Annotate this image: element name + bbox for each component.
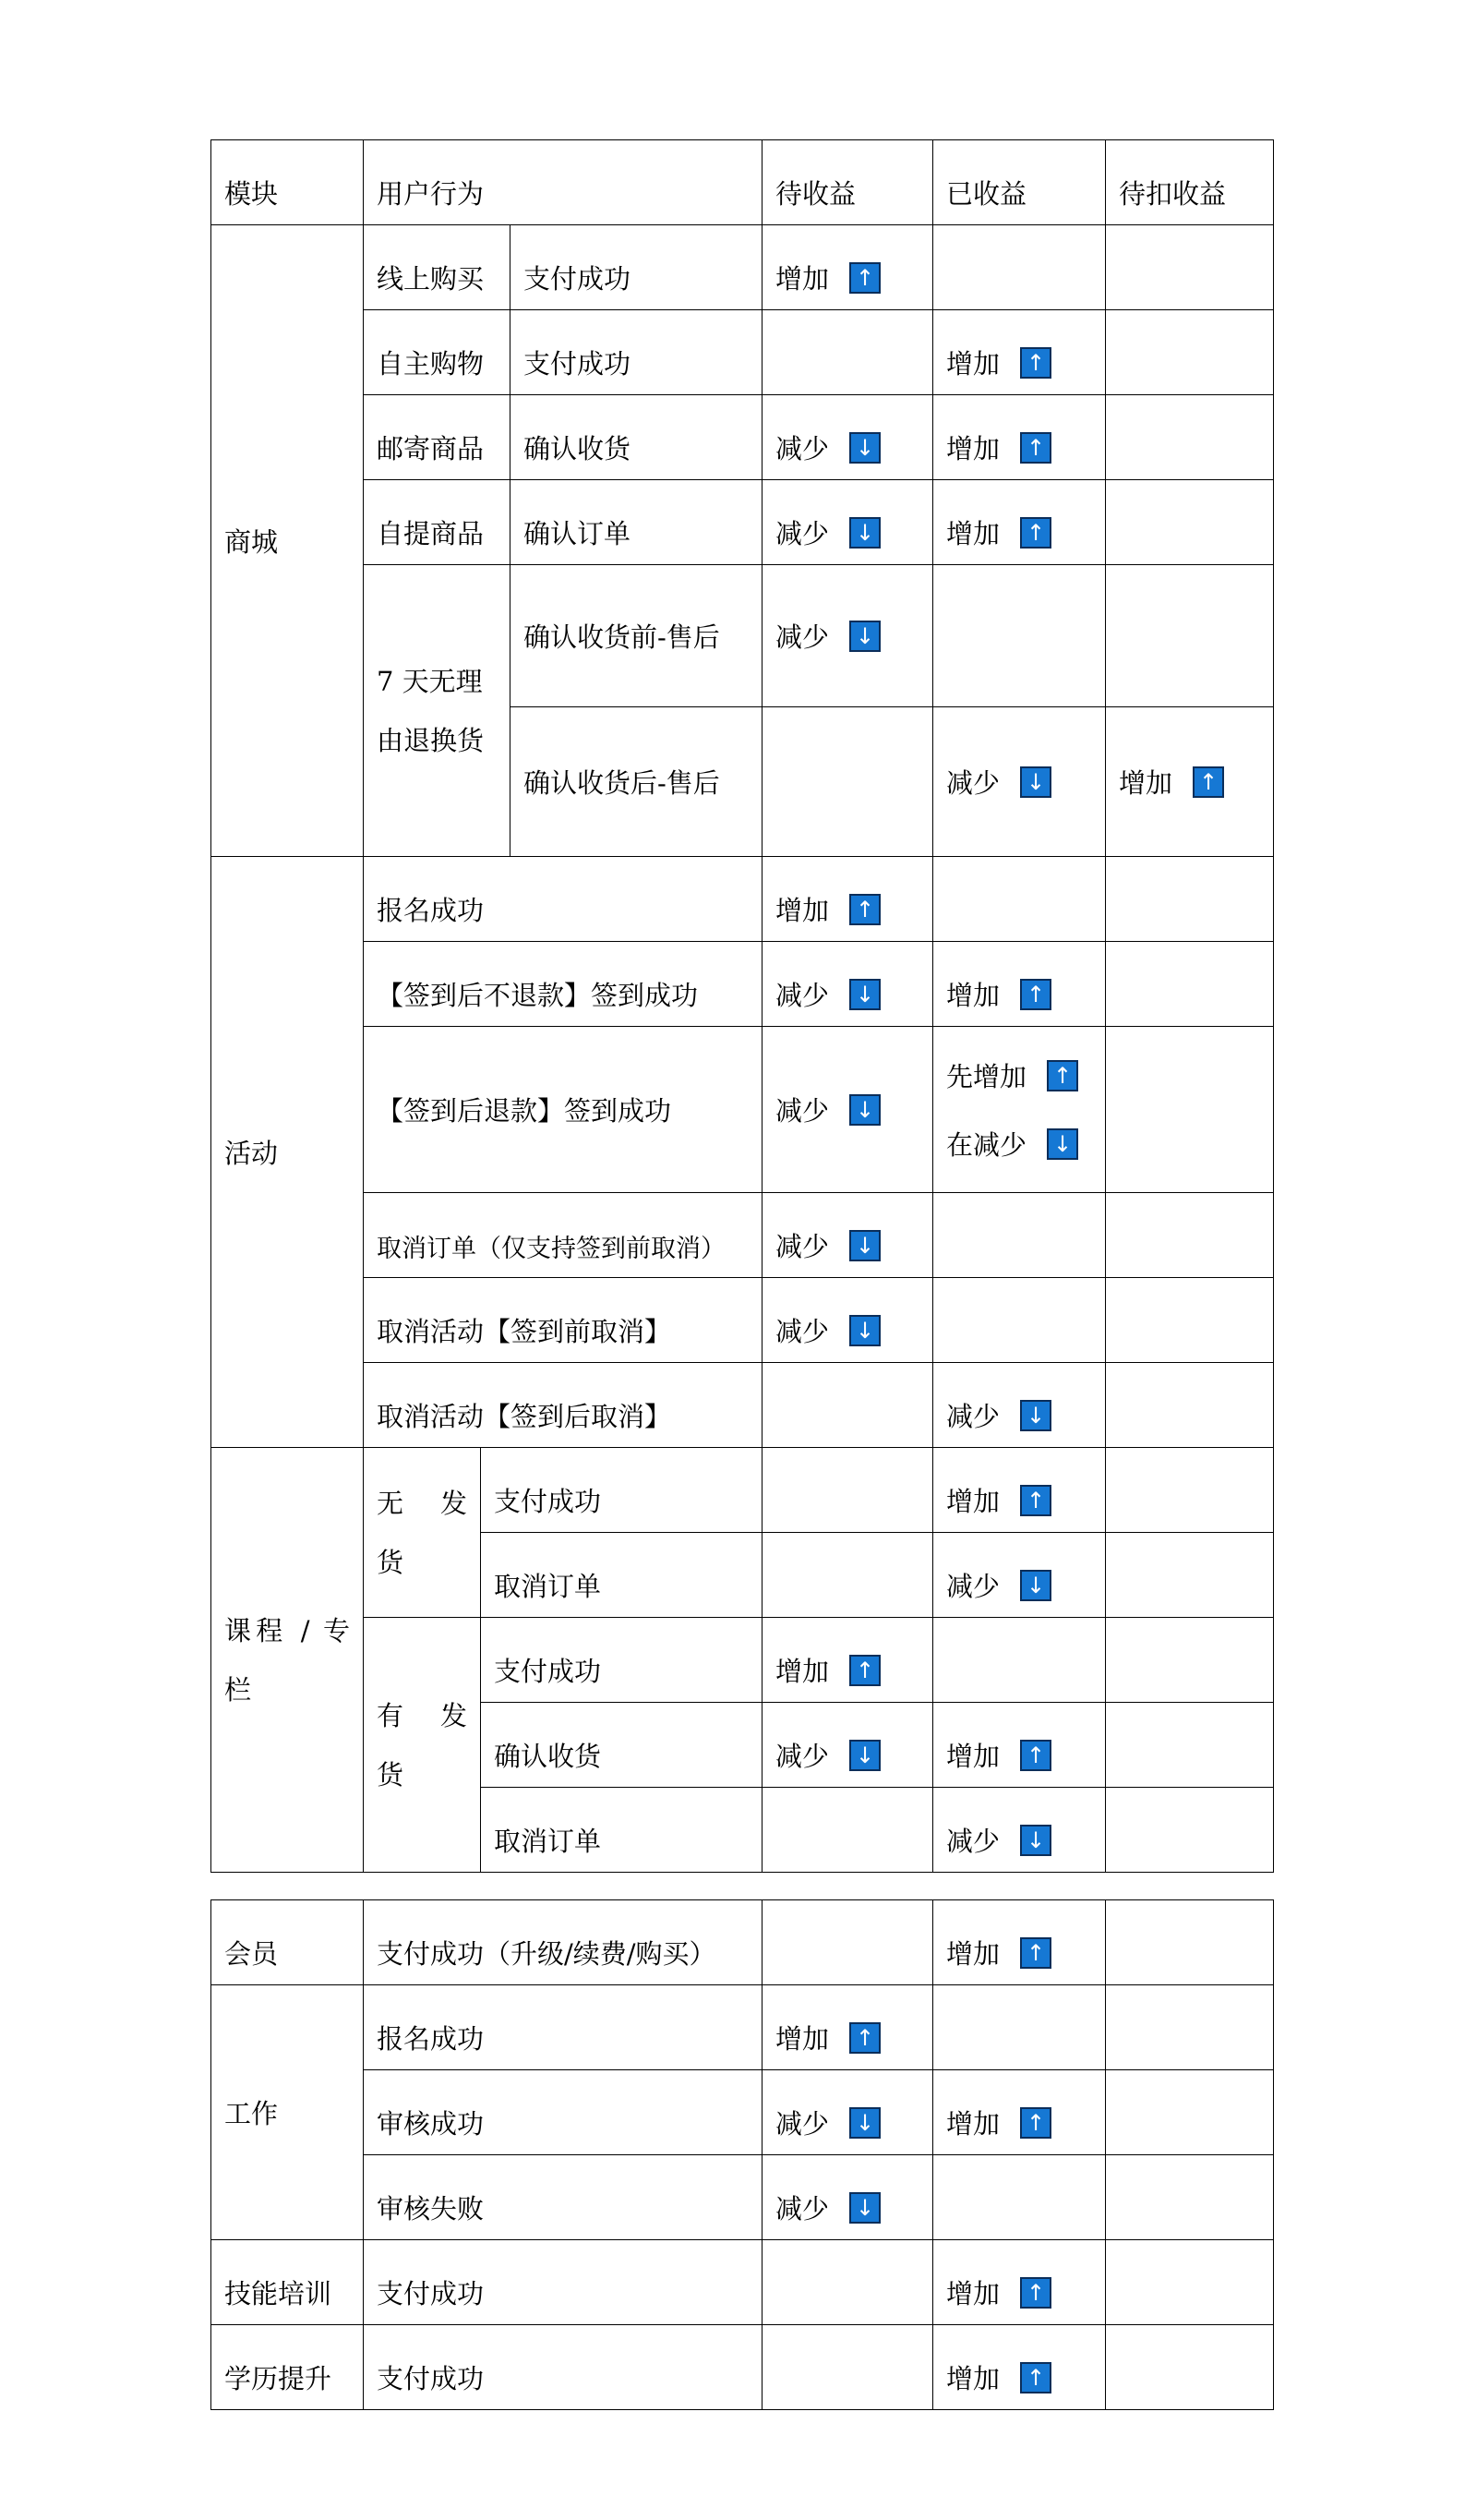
row-label: 审核成功 xyxy=(364,2070,763,2155)
table-row xyxy=(211,1618,1274,1703)
table-row xyxy=(211,1985,1274,2070)
pending-cell xyxy=(763,2070,933,2155)
table-row xyxy=(211,942,1274,1027)
row-label: 报名成功 xyxy=(364,1985,763,2070)
row-label: 报名成功 xyxy=(364,857,763,942)
module-mall: 商城 xyxy=(211,225,364,857)
decrease-label: 减少 xyxy=(946,1401,1001,1432)
arrow-down-icon: ↓ xyxy=(1047,1128,1078,1160)
module-course: 课程 / 专栏 xyxy=(211,1448,364,1873)
increase-label: 增加 xyxy=(946,2363,1001,2394)
row-label: 审核失败 xyxy=(364,2155,763,2240)
received-cell xyxy=(933,1900,1106,1985)
pending-cell xyxy=(763,2325,933,2410)
decrease-label: 减少 xyxy=(775,2108,830,2140)
deduction-cell xyxy=(1106,1363,1274,1448)
received-cell xyxy=(933,2240,1106,2325)
received-cell xyxy=(933,1703,1106,1788)
row-label: 自主购物 xyxy=(364,310,510,395)
arrow-up-icon: ↑ xyxy=(1020,347,1051,379)
decrease-label: 减少 xyxy=(775,1741,830,1772)
pending-cell xyxy=(763,1900,933,1985)
header-user-action: 用户行为 xyxy=(364,140,763,225)
decrease-label: 减少 xyxy=(775,518,830,549)
received-cell xyxy=(933,1985,1106,2070)
arrow-up-icon: ↑ xyxy=(1020,979,1051,1010)
received-cell xyxy=(933,1027,1106,1193)
arrow-down-icon: ↓ xyxy=(1020,1400,1051,1431)
received-cell xyxy=(933,1363,1106,1448)
arrow-down-icon: ↓ xyxy=(849,2107,881,2139)
arrow-down-icon: ↓ xyxy=(849,1230,881,1261)
arrow-down-icon: ↓ xyxy=(849,1740,881,1771)
decrease-label: 减少 xyxy=(775,1231,830,1262)
pending-cell xyxy=(763,1193,933,1278)
decrease-label: 减少 xyxy=(946,1826,1001,1857)
increase-label: 增加 xyxy=(775,895,830,926)
decrease-label: 减少 xyxy=(775,621,830,653)
module-activity: 活动 xyxy=(211,857,364,1448)
row-action: 支付成功 xyxy=(481,1618,763,1703)
received-cell xyxy=(933,942,1106,1027)
increase-label: 增加 xyxy=(1119,767,1173,799)
row-label: 线上购买 xyxy=(364,225,510,310)
decrease-label: 减少 xyxy=(946,1571,1001,1602)
received-cell xyxy=(933,1193,1106,1278)
increase-label: 增加 xyxy=(946,433,1001,464)
pending-cell xyxy=(763,2155,933,2240)
received-cell xyxy=(933,225,1106,310)
table-row xyxy=(211,2240,1274,2325)
deduction-cell xyxy=(1106,1703,1274,1788)
row-label: 支付成功（升级/续费/购买） xyxy=(364,1900,763,1985)
table-row xyxy=(211,310,1274,395)
received-cell xyxy=(933,565,1106,707)
arrow-down-icon: ↓ xyxy=(849,2192,881,2224)
received-cell xyxy=(933,1618,1106,1703)
pending-cell xyxy=(763,1703,933,1788)
received-cell xyxy=(933,857,1106,942)
deduction-cell xyxy=(1106,1985,1274,2070)
course-with-shipping: 有 发 货 xyxy=(364,1618,481,1873)
increase-label: 增加 xyxy=(946,518,1001,549)
pending-cell xyxy=(763,942,933,1027)
increase-label: 增加 xyxy=(946,1938,1001,1970)
received-cell xyxy=(933,310,1106,395)
row-label: 支付成功 xyxy=(364,2325,763,2410)
row-action: 取消订单 xyxy=(481,1533,763,1618)
pending-cell xyxy=(763,1027,933,1193)
arrow-down-icon: ↓ xyxy=(1020,1570,1051,1601)
table-row xyxy=(211,225,1274,310)
arrow-down-icon: ↓ xyxy=(849,621,881,652)
row-action: 确认收货前-售后 xyxy=(510,565,763,707)
deduction-cell xyxy=(1106,480,1274,565)
header-received-income: 已收益 xyxy=(933,140,1106,225)
arrow-up-icon: ↑ xyxy=(849,2022,881,2054)
arrow-down-icon: ↓ xyxy=(849,432,881,464)
deduction-cell xyxy=(1106,1278,1274,1363)
pending-cell xyxy=(763,1448,933,1533)
arrow-down-icon: ↓ xyxy=(1020,1825,1051,1856)
decrease-label: 减少 xyxy=(775,2193,830,2225)
pending-cell xyxy=(763,1788,933,1873)
deduction-cell xyxy=(1106,1533,1274,1618)
received-cell xyxy=(933,2070,1106,2155)
arrow-up-icon: ↑ xyxy=(1020,2277,1051,2309)
table-row xyxy=(211,1363,1274,1448)
pending-cell xyxy=(763,480,933,565)
table-row xyxy=(211,2070,1274,2155)
increase-label: 增加 xyxy=(775,263,830,295)
deduction-cell xyxy=(1106,2325,1274,2410)
arrow-down-icon: ↓ xyxy=(849,979,881,1010)
arrow-down-icon: ↓ xyxy=(849,517,881,549)
module-skill: 技能培训 xyxy=(211,2240,364,2325)
pending-cell xyxy=(763,1533,933,1618)
row-label-7day-return: 7 天无理由退换货 xyxy=(364,565,510,857)
deduction-cell xyxy=(1106,1618,1274,1703)
row-label: 自提商品 xyxy=(364,480,510,565)
arrow-up-icon: ↑ xyxy=(1020,432,1051,464)
course-no-shipping: 无 发 货 xyxy=(364,1448,481,1618)
arrow-up-icon: ↑ xyxy=(1020,2362,1051,2393)
row-action: 取消订单 xyxy=(481,1788,763,1873)
received-cell xyxy=(933,1533,1106,1618)
decrease-label: 减少 xyxy=(775,1316,830,1347)
arrow-down-icon: ↓ xyxy=(1020,766,1051,798)
header-module: 模块 xyxy=(211,140,364,225)
received-cell xyxy=(933,1278,1106,1363)
table-row xyxy=(211,565,1274,707)
pending-cell xyxy=(763,1278,933,1363)
arrow-up-icon: ↑ xyxy=(849,1655,881,1686)
row-label: 取消活动【签到前取消】 xyxy=(364,1278,763,1363)
arrow-up-icon: ↑ xyxy=(1020,2107,1051,2139)
row-label: 【签到后退款】签到成功 xyxy=(364,1027,763,1193)
increase-label: 增加 xyxy=(946,1486,1001,1517)
received-cell xyxy=(933,2155,1106,2240)
pending-cell xyxy=(763,857,933,942)
deduction-cell xyxy=(1106,2240,1274,2325)
table-row xyxy=(211,480,1274,565)
header-pending-income: 待收益 xyxy=(763,140,933,225)
pending-cell xyxy=(763,707,933,857)
table-row xyxy=(211,1900,1274,1985)
income-rules-table xyxy=(210,139,1274,1873)
decrease-label: 减少 xyxy=(775,1095,830,1127)
table-row xyxy=(211,1448,1274,1533)
then-decrease-label: 在减少 xyxy=(946,1129,1027,1161)
row-action: 支付成功 xyxy=(510,310,763,395)
increase-label: 增加 xyxy=(946,2278,1001,2309)
deduction-cell xyxy=(1106,565,1274,707)
deduction-cell xyxy=(1106,707,1274,857)
arrow-up-icon: ↑ xyxy=(1020,1740,1051,1771)
row-action: 支付成功 xyxy=(510,225,763,310)
arrow-up-icon: ↑ xyxy=(1020,517,1051,549)
table-row xyxy=(211,2325,1274,2410)
received-cell xyxy=(933,1448,1106,1533)
pending-cell xyxy=(763,565,933,707)
increase-label: 增加 xyxy=(946,980,1001,1011)
row-action: 确认收货 xyxy=(481,1703,763,1788)
module-work: 工作 xyxy=(211,1985,364,2240)
pending-cell xyxy=(763,1618,933,1703)
table-row xyxy=(211,1193,1274,1278)
pending-cell xyxy=(763,395,933,480)
row-label: 【签到后不退款】签到成功 xyxy=(364,942,763,1027)
header-pending-deduction: 待扣收益 xyxy=(1106,140,1274,225)
income-rules-table-2 xyxy=(210,1899,1274,2410)
row-label: 取消订单（仅支持签到前取消） xyxy=(364,1193,763,1278)
arrow-up-icon: ↑ xyxy=(849,894,881,925)
module-member: 会员 xyxy=(211,1900,364,1985)
arrow-up-icon: ↑ xyxy=(1193,766,1224,798)
module-education: 学历提升 xyxy=(211,2325,364,2410)
table-row xyxy=(211,1278,1274,1363)
table-row xyxy=(211,395,1274,480)
deduction-cell xyxy=(1106,310,1274,395)
decrease-label: 减少 xyxy=(946,767,1001,799)
received-cell xyxy=(933,395,1106,480)
increase-label: 增加 xyxy=(946,1741,1001,1772)
deduction-cell xyxy=(1106,2070,1274,2155)
arrow-up-icon: ↑ xyxy=(1020,1485,1051,1516)
header-row xyxy=(211,140,1274,225)
pending-cell xyxy=(763,225,933,310)
arrow-up-icon: ↑ xyxy=(1047,1060,1078,1091)
pending-cell xyxy=(763,1985,933,2070)
received-cell xyxy=(933,707,1106,857)
row-action: 确认收货 xyxy=(510,395,763,480)
deduction-cell xyxy=(1106,857,1274,942)
increase-label: 增加 xyxy=(946,348,1001,380)
row-label: 邮寄商品 xyxy=(364,395,510,480)
deduction-cell xyxy=(1106,1900,1274,1985)
row-action: 确认订单 xyxy=(510,480,763,565)
arrow-down-icon: ↓ xyxy=(849,1094,881,1126)
received-cell xyxy=(933,2325,1106,2410)
received-cell xyxy=(933,1788,1106,1873)
pending-cell xyxy=(763,1363,933,1448)
deduction-cell xyxy=(1106,1027,1274,1193)
increase-label: 增加 xyxy=(775,2023,830,2055)
table-row xyxy=(211,2155,1274,2240)
increase-label: 增加 xyxy=(946,2108,1001,2140)
decrease-label: 减少 xyxy=(775,433,830,464)
deduction-cell xyxy=(1106,1448,1274,1533)
deduction-cell xyxy=(1106,1788,1274,1873)
arrow-up-icon: ↑ xyxy=(1020,1937,1051,1969)
row-action: 确认收货后-售后 xyxy=(510,707,763,857)
arrow-down-icon: ↓ xyxy=(849,1315,881,1346)
arrow-up-icon: ↑ xyxy=(849,262,881,294)
deduction-cell xyxy=(1106,1193,1274,1278)
deduction-cell xyxy=(1106,225,1274,310)
decrease-label: 减少 xyxy=(775,980,830,1011)
table-row xyxy=(211,1027,1274,1193)
received-cell xyxy=(933,480,1106,565)
deduction-cell xyxy=(1106,2155,1274,2240)
table-row xyxy=(211,857,1274,942)
deduction-cell xyxy=(1106,395,1274,480)
row-label: 取消活动【签到后取消】 xyxy=(364,1363,763,1448)
pending-cell xyxy=(763,2240,933,2325)
first-increase-label: 先增加 xyxy=(946,1061,1027,1092)
deduction-cell xyxy=(1106,942,1274,1027)
increase-label: 增加 xyxy=(775,1656,830,1687)
pending-cell xyxy=(763,310,933,395)
row-action: 支付成功 xyxy=(481,1448,763,1533)
row-label: 支付成功 xyxy=(364,2240,763,2325)
